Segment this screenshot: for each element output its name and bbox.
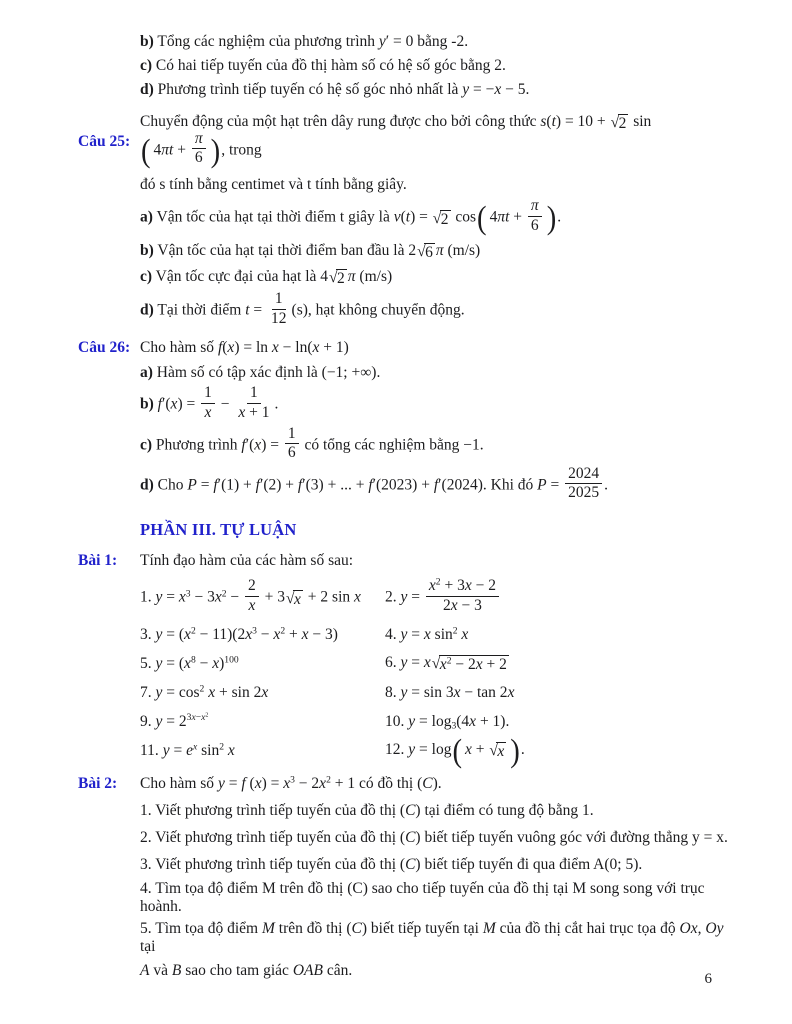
item-label: Câu 25: bbox=[78, 132, 131, 150]
exercise-item: 5. $y = (x^8 - x)^{100}$ bbox=[140, 654, 239, 672]
cau25-d bbox=[78, 292, 730, 330]
radical-sign-icon: √ bbox=[610, 114, 620, 132]
part3-heading bbox=[78, 519, 730, 542]
sqrt-radical: √ 2 bbox=[610, 114, 627, 133]
exercise-item: 12. y = log ( x + √ x ) . bbox=[385, 732, 525, 770]
bai1-row-4 bbox=[78, 681, 730, 704]
exercise-item: 9. $y = 2^{3x-x^2}$ bbox=[140, 712, 209, 730]
cau25-b bbox=[78, 240, 730, 263]
line-content: b) Tổng các nghiệm của phương trình y′ = 0 bằng -2. bbox=[140, 32, 469, 50]
bai2-item-5-cont bbox=[78, 959, 730, 982]
bai2-item-5 bbox=[78, 920, 730, 956]
cau26-intro bbox=[78, 336, 730, 359]
page-number: 6 bbox=[704, 971, 712, 987]
cau25-c bbox=[78, 266, 730, 289]
radical-sign-icon: √ bbox=[329, 269, 338, 287]
line-content: b) Vận tốc của hạt tại thời điểm ban đầu là 2 √ 6 π (m/s) bbox=[140, 242, 481, 262]
line-content: Chuyển động của một hạt trên dây rung được cho bởi công thức s(t) = 10 + √ 2 sin ( 4πt + $\frac{\pi}{6}$ ) , trong bbox=[140, 113, 652, 170]
sqrt-radical: √ 2 bbox=[432, 209, 449, 228]
line-content: a) Hàm số có tập xác định là (−1; +∞). bbox=[140, 363, 381, 381]
bai1-row-5 bbox=[78, 710, 730, 733]
bai2-item-1 bbox=[78, 799, 730, 822]
exercise-item: 11. $y = e^x$ $\sin^2 x$ bbox=[140, 741, 235, 759]
cau26-b bbox=[78, 386, 730, 424]
cau26-d bbox=[78, 464, 730, 505]
bai1-row-6 bbox=[78, 732, 730, 770]
line-content bbox=[140, 576, 730, 617]
line-content: 4. Tìm tọa độ điểm M trên đồ thị (C) sao cho tiếp tuyến của đồ thị tại M song song với trục hoành. bbox=[140, 880, 705, 916]
line-content: c) Có hai tiếp tuyến của đồ thị hàm số có hệ số góc bằng 2. bbox=[140, 56, 506, 74]
line-content: d) Tại thời điểm t = $\frac{1}{12}$ (s), hạt không chuyển động. bbox=[140, 290, 465, 327]
line-content: c) Phương trình f′(x) = $\frac{1}{6}$ có tổng các nghiệm bằng −1. bbox=[140, 424, 484, 462]
bai2-item-2 bbox=[78, 826, 730, 849]
exercise-item: 6. y = x √ $x^2 - 2x + 2$ bbox=[385, 654, 507, 674]
exercise-item: 2. y = $\frac{x^2 + 3x - 2}{2x - 3}$ bbox=[385, 579, 730, 617]
line-content: Cho hàm số f(x) = ln x − ln(x + 1) bbox=[140, 338, 349, 356]
line-content: 1. Viết phương trình tiếp tuyến của đồ thị (C) tại điểm có tung độ bằng 1. bbox=[140, 801, 594, 819]
cau25-intro-cont bbox=[78, 173, 730, 196]
line-content: A và B sao cho tam giác OAB cân. bbox=[140, 961, 353, 979]
item-label: Bài 1: bbox=[78, 552, 118, 570]
bai1-row-2 bbox=[78, 623, 730, 646]
cau26-a bbox=[78, 361, 730, 384]
line-content: 5. Tìm tọa độ điểm M trên đồ thị (C) biết tiếp tuyến tại M của đồ thị cắt hai trục tọa độ Ox, Oy tại bbox=[140, 920, 724, 956]
line-content: PHẦN III. TỰ LUẬN bbox=[140, 520, 297, 540]
radical-sign-icon: √ bbox=[432, 209, 442, 227]
line-content: Tính đạo hàm của các hàm số sau: bbox=[140, 552, 354, 570]
item-label: Câu 26: bbox=[78, 338, 131, 356]
radical-sign-icon: √ bbox=[489, 742, 498, 760]
line-content: b) f′(x) = $\frac{1}{x}$ − $\frac{1}{x + 1}$ . bbox=[140, 384, 279, 421]
bai2-item-3 bbox=[78, 853, 730, 876]
line-content: 2. Viết phương trình tiếp tuyến của đồ thị (C) biết tiếp tuyến vuông góc với đường thẳng y = x. bbox=[140, 828, 728, 846]
line-content bbox=[140, 654, 730, 673]
item-label: Bài 2: bbox=[78, 774, 118, 792]
radical-sign-icon: √ bbox=[286, 589, 295, 607]
stmt-b bbox=[78, 30, 730, 53]
cau26-c bbox=[78, 424, 730, 465]
cau25-intro bbox=[78, 113, 730, 170]
bai2-intro bbox=[78, 772, 730, 795]
sqrt-radical: √ 6 bbox=[417, 243, 433, 262]
sqrt-radical: √ $x^2 - 2x + 2$ bbox=[431, 655, 507, 674]
bai2-item-4 bbox=[78, 880, 730, 916]
exercise-item: 4. y = x $\sin^2 x$ bbox=[385, 625, 469, 643]
line-content: d) Cho P = f′(1) + f′(2) + f′(3) + ... + f′(2023) + f′(2024). Khi đó P = $\frac{2024}{2025}$ . bbox=[140, 464, 608, 502]
radical-sign-icon: √ bbox=[431, 655, 441, 673]
line-content: đó s tính bằng centimet và t tính bằng giây. bbox=[140, 175, 407, 193]
radical-sign-icon: √ bbox=[417, 243, 426, 261]
bai1-row-3 bbox=[78, 652, 730, 675]
document-content bbox=[0, 30, 792, 983]
exercise-item: 1. $y = x^3 - 3x^2$ − $\frac{2}{x}$ + 3 √ x + 2 sin x bbox=[140, 576, 361, 614]
line-content: c) Vận tốc cực đại của hạt là 4 √ 2 π (m/s) bbox=[140, 268, 393, 288]
sqrt-radical: √ x bbox=[286, 589, 301, 608]
exercise-item: 7. $y = \cos^2 x + \sin 2x$ bbox=[140, 683, 269, 701]
line-content bbox=[140, 626, 730, 644]
exercise-item: 10. y = log3(4x + 1). bbox=[385, 712, 510, 732]
line-content bbox=[140, 684, 730, 702]
exercise-item: 8. y = sin 3x − tan 2x bbox=[385, 683, 515, 701]
cau25-a bbox=[78, 199, 730, 237]
exercise-item: 3. $y = (x^2 - 11)(2x^3 - x^2 + x - 3)$ bbox=[140, 625, 338, 643]
sqrt-radical: √ x bbox=[489, 742, 505, 761]
bai1-intro bbox=[78, 550, 730, 573]
line-content bbox=[140, 713, 730, 731]
line-content bbox=[140, 732, 730, 770]
stmt-c bbox=[78, 54, 730, 77]
sqrt-radical: √ 2 bbox=[329, 269, 345, 288]
bai1-row-1 bbox=[78, 576, 730, 617]
line-content: Cho hàm số y = f $(x) = x^3 - 2x^2 + 1$ có đồ thị (C). bbox=[140, 774, 442, 792]
stmt-d bbox=[78, 78, 730, 101]
line-content: a) Vận tốc của hạt tại thời điểm t giây là v(t) = √ 2 cos ( 4πt + $\frac{\pi}{6}$ ) . bbox=[140, 197, 562, 237]
line-content: d) Phương trình tiếp tuyến có hệ số góc nhỏ nhất là y = −x − 5. bbox=[140, 80, 530, 98]
line-content: 3. Viết phương trình tiếp tuyến của đồ thị (C) biết tiếp tuyến đi qua điểm A(0; 5). bbox=[140, 855, 643, 873]
